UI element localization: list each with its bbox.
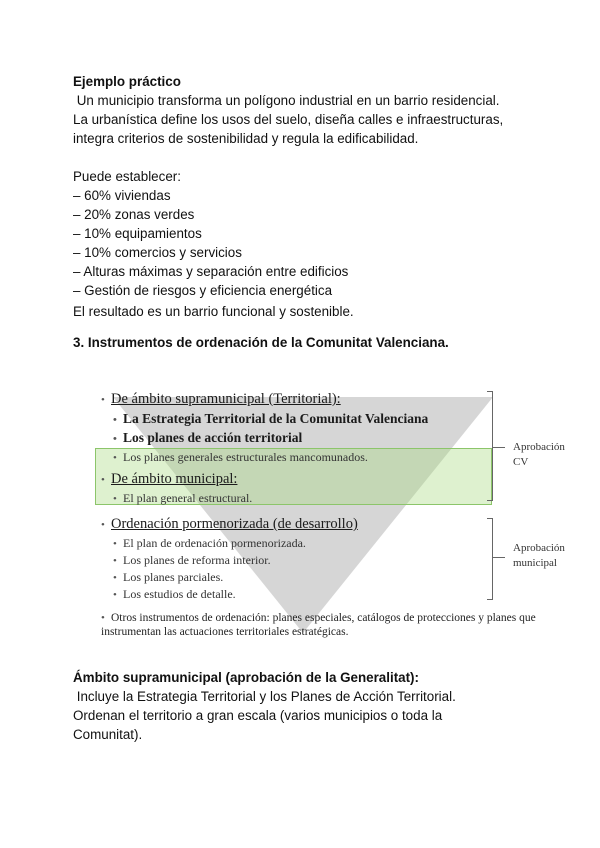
supra-section bbox=[73, 668, 543, 744]
municipal-item: • El plan general estructural. bbox=[113, 491, 253, 505]
result-text: El resultado es un barrio funcional y sostenible. bbox=[73, 304, 354, 319]
supra-line: Comunitat). bbox=[73, 727, 143, 742]
mancomunados-item: • Los planes generales estructurales mancomunados. bbox=[113, 450, 368, 464]
establish-section bbox=[73, 167, 543, 300]
pormen-title: • Ordenación pormenorizada (de desarrollo) bbox=[101, 516, 358, 532]
supra-title: • De ámbito supramunicipal (Territorial): bbox=[101, 391, 341, 407]
example-line: Un municipio transforma un polígono industrial en un barrio residencial. bbox=[73, 93, 500, 108]
supra-line: Incluye la Estrategia Territorial y los Planes de Acción Territorial. bbox=[73, 689, 456, 704]
example-section bbox=[73, 72, 543, 148]
list-item: – 10% comercios y servicios bbox=[73, 245, 242, 260]
list-item: – Gestión de riesgos y eficiencia energética bbox=[73, 283, 333, 298]
list-item: – 10% equipamientos bbox=[73, 226, 202, 241]
example-heading: Ejemplo práctico bbox=[73, 74, 181, 89]
supra-item: • La Estrategia Territorial de la Comunitat Valenciana bbox=[113, 411, 429, 426]
municipal-bracket bbox=[487, 518, 493, 600]
label-approval-municipal: Aprobación municipal bbox=[513, 542, 565, 569]
example-line: La urbanística define los usos del suelo, diseña calles e infraestructuras, bbox=[73, 112, 504, 127]
label-approval-cv: Aprobación CV bbox=[513, 441, 565, 468]
cv-bracket-tick bbox=[493, 447, 505, 448]
pormen-item: • Los planes de reforma interior. bbox=[113, 553, 271, 567]
supra-line: Ordenan el territorio a gran escala (varios municipios o toda la bbox=[73, 708, 443, 723]
supra-heading: Ámbito supramunicipal (aprobación de la Generalitat): bbox=[73, 670, 419, 685]
pormen-item: • Los planes parciales. bbox=[113, 570, 224, 584]
list-item: – 20% zonas verdes bbox=[73, 207, 195, 222]
section3-title: 3. Instrumentos de ordenación de la Comunitat Valenciana. bbox=[73, 335, 449, 350]
pormen-item: • El plan de ordenación pormenorizada. bbox=[113, 536, 306, 550]
other-instruments: • Otros instrumentos de ordenación: planes especiales, catálogos de protecciones y planes que instrumentan las actuaciones territoriales estratégicas. bbox=[101, 612, 536, 638]
instruments-figure bbox=[95, 385, 580, 645]
municipal-bracket-tick bbox=[493, 557, 505, 558]
list-item: – 60% viviendas bbox=[73, 188, 171, 203]
establish-intro: Puede establecer: bbox=[73, 169, 181, 184]
supra-item: • Los planes de acción territorial bbox=[113, 430, 303, 445]
example-line: integra criterios de sostenibilidad y regula la edificabilidad. bbox=[73, 131, 419, 146]
municipal-title: • De ámbito municipal: bbox=[101, 471, 238, 487]
pormen-item: • Los estudios de detalle. bbox=[113, 587, 236, 601]
list-item: – Alturas máximas y separación entre edificios bbox=[73, 264, 349, 279]
cv-bracket bbox=[487, 391, 493, 501]
